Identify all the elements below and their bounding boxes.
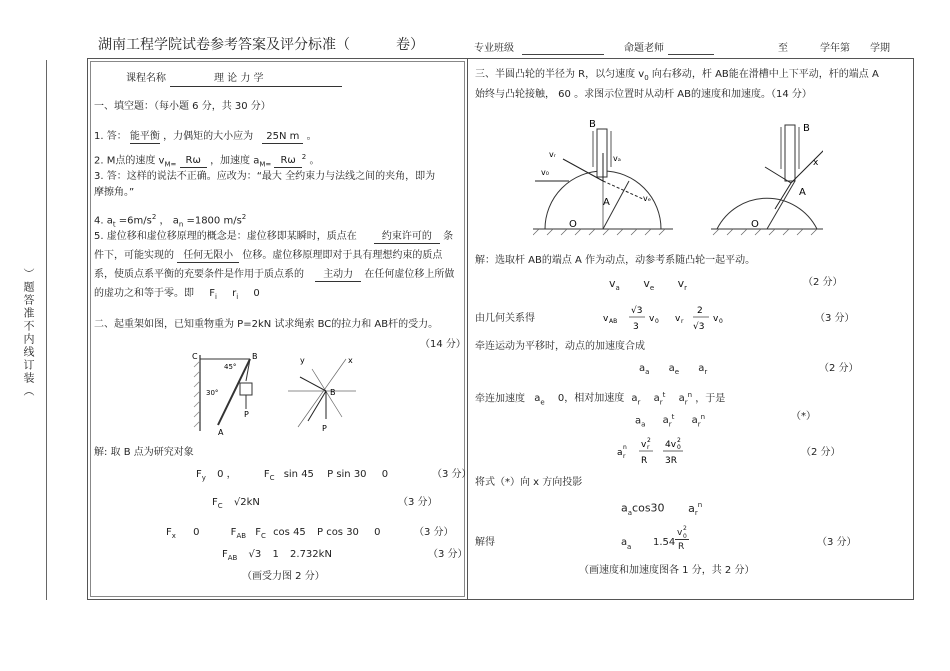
fig-angle-30: 30° — [206, 389, 219, 397]
q4-an: ， a — [159, 215, 179, 227]
svg-text:√3: √3 — [631, 306, 643, 316]
binding-line — [46, 60, 47, 600]
acc-e-zero: 0，相对加速度 — [557, 393, 625, 405]
q2-answer1: Rω — [180, 155, 207, 168]
cam-figure — [533, 119, 823, 237]
eq3-points: （3 分） — [414, 527, 454, 538]
eq4: $F_{AB}$ √3 1 2.732kN — [222, 549, 332, 562]
eq1-fy: F — [196, 469, 202, 480]
q5-line1 — [94, 231, 453, 244]
cam2-label-B: B — [803, 123, 810, 134]
cam1-label-ve: vₑ — [643, 194, 652, 203]
q5-a: 5. 虚位移和虚位移原理的概念是：虚位移即某瞬时，质点在 — [94, 231, 357, 242]
acc-composition-eq: $a_a$ $a_e$ $a_r$ — [639, 363, 708, 376]
acc-sum-eq: $a_a$ $a_r^t$ $a_r^n$ — [635, 413, 706, 429]
fig-label-P: P — [244, 410, 249, 419]
eq3-fx: F — [166, 527, 172, 538]
acc-then: ，于是 — [695, 393, 726, 405]
svg-text:0: 0 — [655, 318, 659, 325]
q5-line2 — [94, 250, 442, 263]
q5-line3 — [94, 269, 454, 282]
eq3-pcos30: P cos 30 — [316, 527, 359, 538]
svg-text:r: r — [681, 318, 684, 325]
course-name: 理 论 力 学 — [214, 73, 264, 84]
svg-text:4v: 4v — [665, 440, 677, 450]
eq1-psin30: P sin 30 — [327, 469, 367, 480]
svg-text:v: v — [641, 440, 647, 450]
eq3-fc: F — [255, 527, 261, 538]
q1-mid: ，力偶矩的大小应为 — [163, 131, 254, 142]
q2-answer2: Rω — [274, 155, 301, 168]
eq4-fab: F — [222, 549, 228, 560]
fig-label-B: B — [252, 352, 258, 361]
acc-composition-label: 牵连运动为平移时，动点的加速度合成 — [475, 341, 645, 352]
section2-points: （14 分） — [420, 339, 466, 350]
q1-prefix: 1. 答： — [94, 131, 127, 142]
q2-mid: ，加速度 a — [210, 155, 260, 167]
q5-d: 件下，可能实现的 — [94, 250, 174, 261]
star-mark: （*） — [791, 411, 816, 422]
fig-label-A: A — [218, 428, 224, 437]
result-label: 解得 — [475, 537, 495, 548]
cam1-label-B: B — [589, 119, 596, 130]
svg-text:2: 2 — [697, 306, 703, 316]
teacher-label: 命题老师 — [624, 43, 664, 54]
eq2-val: √2kN — [233, 497, 260, 508]
q5-j: 的虚功之和等于零。即 — [94, 288, 194, 299]
svg-text:v: v — [603, 314, 609, 324]
course-name-field — [170, 73, 342, 87]
q5-g: 系，使质点系平衡的充要条件是作用于质点系的 — [94, 269, 304, 280]
svg-text:2: 2 — [677, 437, 681, 444]
binding-text: ）题答准不内线订装（ — [22, 268, 35, 398]
eq3-cos45: cos 45 — [273, 527, 306, 538]
eq1: $F_y$ 0 ， $F_C$ sin 45 P sin 30 0 — [196, 469, 389, 482]
q5-i: 在任何虚位移上所做 — [364, 269, 455, 280]
q3-line1: 3. 答：这样的说法不正确。应改为：“最大 全约束力与法线之间的夹角，即为 — [94, 171, 436, 182]
v-e: v — [643, 277, 650, 290]
section2-title: 二、起重架如图，已知重物重为 P=2kN 试求绳索 BC的拉力和 AB杆的受力。 — [94, 319, 439, 330]
q1-end: 。 — [306, 131, 317, 142]
svg-text:n: n — [623, 444, 627, 451]
q5-l: r — [232, 288, 237, 299]
doc-title: 湖南工程学院试卷参考答案及评分标准（ — [98, 37, 350, 53]
q5-k: F — [209, 288, 215, 299]
acc-relative-line: 牵连加速度 $a_e$ 0，相对加速度 $a_r$ $a_r^t$ $a_r^n$ ，于是 — [475, 391, 726, 407]
eq4-val: 2.732kN — [290, 549, 332, 560]
eq2-fc: F — [212, 497, 218, 508]
projection-eq: $a_a\cos 30$ $a_r^n$ — [621, 501, 703, 517]
svg-text:R: R — [641, 456, 648, 466]
cam1-label-A: A — [603, 197, 610, 208]
svg-text:√3: √3 — [693, 322, 705, 332]
eq4-sqrt3: √3 — [248, 549, 262, 560]
q3-line2: 摩擦角。” — [94, 187, 135, 198]
svg-text:0: 0 — [677, 444, 681, 451]
svg-text:AB: AB — [609, 318, 618, 325]
doc-title-end: 卷） — [396, 37, 424, 53]
eq3-rhs: 0 — [374, 527, 381, 538]
term-label: 学期 — [870, 43, 890, 54]
eq2-points: （3 分） — [398, 497, 438, 508]
svg-text:r: r — [647, 444, 650, 451]
svg-text:r: r — [623, 453, 626, 460]
s3-a: 三、半圆凸轮的半径为 R，以匀速度 v — [475, 69, 645, 80]
eq1-rhs: 0 — [381, 469, 389, 480]
svg-text:0: 0 — [719, 318, 723, 325]
cam2-label-O: O — [751, 219, 759, 230]
cam1-label-v0: v₀ — [541, 168, 549, 177]
eq3: $F_x$ 0 $F_{AB}$ $F_C$ cos 45 P cos 30 0 — [166, 527, 381, 540]
cam1-label-vr: vᵣ — [549, 150, 556, 159]
proj-cos30: cos30 — [632, 501, 665, 515]
q4-at: 4. a — [94, 215, 113, 227]
q2-prefix: 2. M点的速度 v — [94, 155, 165, 167]
cam2-label-A: A — [799, 187, 806, 198]
final-note: （画速度和加速度图各 1 分，共 2 分） — [579, 565, 755, 576]
fig-angle-45: 45° — [224, 363, 237, 371]
year-label: 学年第 — [820, 43, 850, 54]
cam1-label-va: vₐ — [613, 154, 621, 163]
geometry-label: 由几何关系得 — [475, 313, 535, 324]
fbd-note: （画受力图 2 分） — [242, 571, 325, 582]
fbd-label-x: x — [348, 356, 353, 365]
fbd-label-y: y — [300, 356, 305, 365]
result-coef: 1.54 — [653, 537, 676, 548]
svg-text:v: v — [675, 314, 681, 324]
q2-end: 。 — [309, 155, 320, 167]
eq3-fab: F — [230, 527, 237, 538]
q4-line: 4. $a_t =6m/s^2$ ， $a_n =1800$ $m/s^2$ — [94, 213, 247, 229]
to-label: 至 — [778, 43, 788, 54]
eq2: $F_C$ √2kN — [212, 497, 260, 510]
section3-line2: 始终与凸轮接触， 60 。求图示位置时从动杆 AB的速度和加速度。（14 分） — [475, 89, 812, 100]
result-points: （3 分） — [817, 537, 857, 548]
acc-e-label: 牵连加速度 — [475, 393, 525, 405]
velocity-points: （2 分） — [803, 277, 843, 288]
q1-line — [94, 131, 317, 144]
fbd-label-P: P — [322, 424, 327, 433]
q5-m: 0 — [253, 288, 260, 299]
fig-label-C: C — [192, 352, 198, 361]
s3-b: 向右移动，杆 AB能在滑槽中上下平动，杆的端点 A — [651, 69, 879, 80]
left-panel — [87, 58, 472, 600]
q5-answer1: 约束许可的 — [374, 231, 440, 244]
crane-figure — [188, 351, 370, 437]
fbd-label-B: B — [330, 388, 336, 397]
eq1-points: （3 分） — [432, 469, 472, 480]
svg-text:2: 2 — [647, 437, 651, 444]
section1-title: 一、填空题：（每小题 6 分，共 30 分） — [94, 101, 271, 112]
cam1-label-O: O — [569, 219, 577, 230]
v-a: v — [609, 277, 616, 290]
eq1-sin45: sin 45 — [283, 469, 314, 480]
eq1-fc: F — [263, 469, 270, 480]
svg-text:3R: 3R — [665, 456, 677, 466]
page-header — [98, 34, 948, 58]
eq4-points: （3 分） — [428, 549, 468, 560]
svg-text:3: 3 — [633, 322, 639, 332]
major-label: 专业班级 — [474, 43, 514, 54]
course-label: 课程名称 — [126, 73, 166, 84]
q5-f: 位移。虚位移原理即对于具有理想约束的质点 — [242, 250, 443, 261]
q2-line: 2. M点的速度 $v_{M=}$ Rω ，加速度 $a_{M=}$ Rω $^2$ 。 — [94, 153, 320, 169]
geometry-points: （3 分） — [815, 313, 855, 324]
svg-text:v: v — [713, 314, 719, 324]
geometry-eq — [603, 301, 743, 337]
solution-a: 解：选取杆 AB的端点 A 作为动点，动参考系随凸轮一起平动。 — [475, 255, 756, 266]
major-blank — [522, 54, 604, 55]
q5-answer3: 主动力 — [315, 269, 361, 282]
velocity-comp: $v_a$ $v_e$ $v_r$ — [609, 277, 688, 293]
q4-an-val: =1800 m/s — [186, 215, 242, 227]
svg-text:v: v — [649, 314, 655, 324]
eq3-zero: 0 — [193, 527, 200, 538]
v-r: v — [677, 277, 685, 290]
acc-points: （2 分） — [819, 363, 859, 374]
q1-answer2: 25N m — [262, 131, 303, 144]
right-panel: 三、半圆凸轮的半径为 R，以匀速度 $v_0$ 向右移动，杆 AB能在滑槽中上下平动，杆的端点 A 始终与凸轮接触， 60 。求图示位置时从动杆 AB的速度和加速度。（14 分） B A O v₀ vᵣ vₐ vₑ B A O x 解：选取杆 AB的端点 A 作为动点，动参考系随凸轮一起平动。 $v_a$ $v_e$ $v_r$ （2 分） 由几何关系得 v AB √3 3 v 0 v r 2 √3 v 0 （3 分） 牵连运动为平移时，动点的加速度合成 $a_a$ $a_e$ $a_r$ （2 分） 牵连加速度 $a_e$ 0，相对加速度 $a_r$ $a_r^t$ $a_r^n$ ，于是 $a_a$ $a_r^t$ $a_r^n$ （*） a n r v r 2 R 4v 0 2 3R （2 分） 将式（*）向 x 方向投影 $a_a\cos 30$ $a_r^n$ 解得 a a 1.54 v 2 0 R （3 分） （画速度和加速度图各 1 分，共 2 分） — [467, 58, 914, 600]
teacher-blank — [668, 54, 714, 55]
cam2-label-x: x — [813, 158, 819, 168]
eq1-zero: 0 ， — [217, 469, 237, 480]
solution-intro: 解: 取 B 点为研究对象 — [94, 447, 194, 458]
q1-answer1: 能平衡 — [129, 131, 160, 142]
arn-points: （2 分） — [801, 447, 841, 458]
q5-answer2: 任何无限小 — [177, 250, 239, 263]
projection-label: 将式（*）向 x 方向投影 — [475, 477, 583, 488]
svg-text:a: a — [617, 448, 623, 458]
q4-at-val: =6m/s — [118, 215, 152, 227]
eq4-one: 1 — [272, 549, 279, 560]
arn-eq — [617, 435, 717, 471]
section3-line1: 三、半圆凸轮的半径为 R，以匀速度 $v_0$ 向右移动，杆 AB能在滑槽中上下平动，杆的端点 A — [475, 69, 879, 82]
q5-line4: 的虚功之和等于零。即 $F_i$ $r_i$ 0 — [94, 288, 260, 301]
q5-c: 条 — [443, 231, 454, 242]
